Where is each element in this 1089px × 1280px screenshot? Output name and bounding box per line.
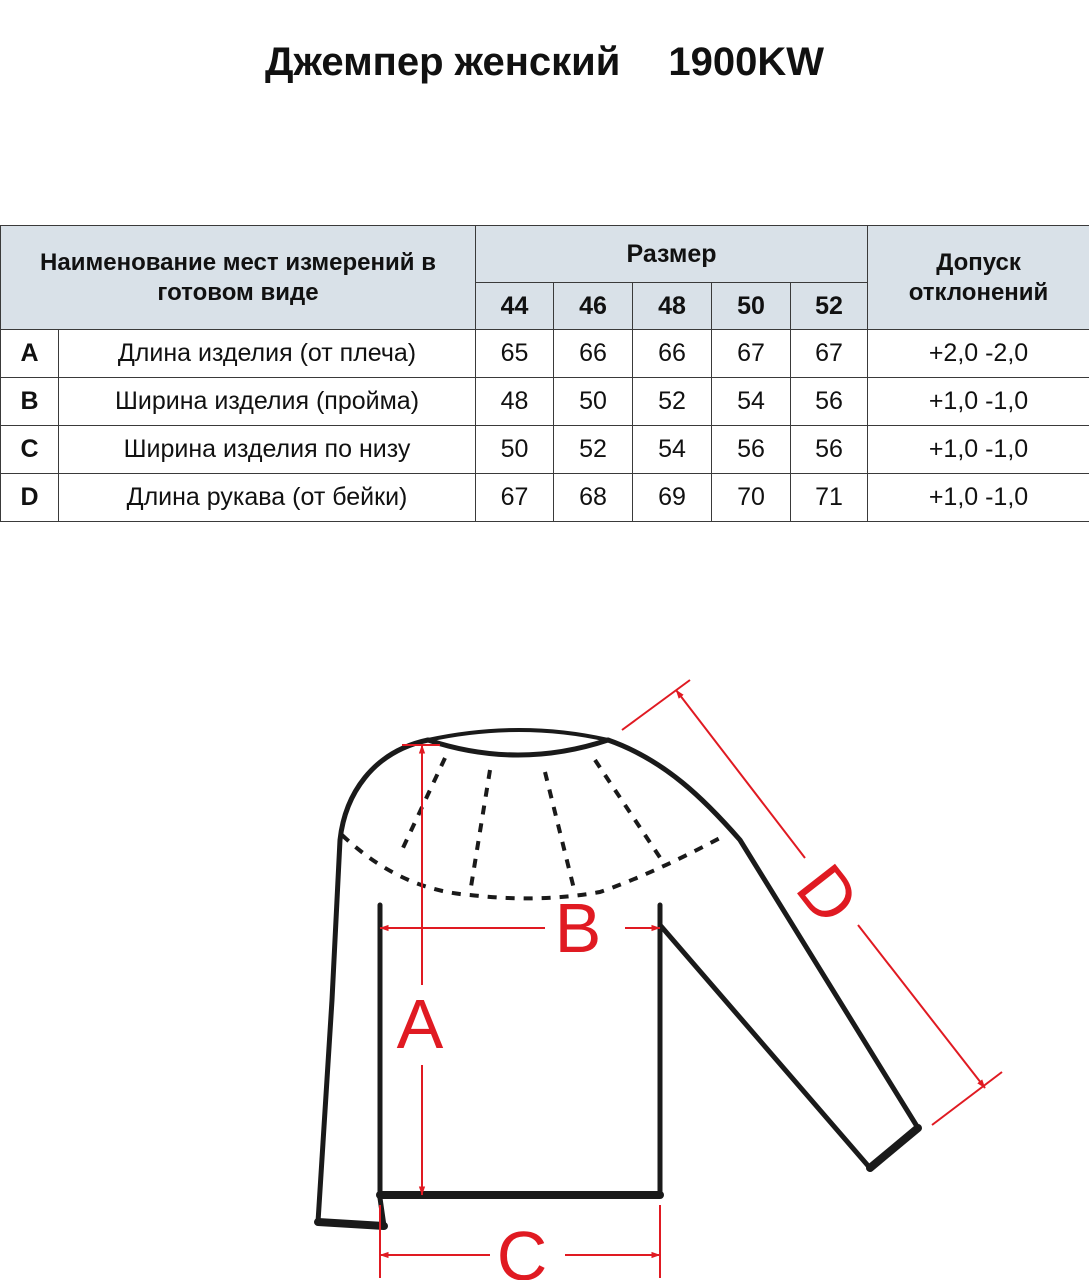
size-value: 54: [712, 378, 791, 426]
size-value: 52: [554, 426, 633, 474]
size-value: 65: [476, 330, 554, 378]
size-value: 56: [712, 426, 791, 474]
product-code: 1900KW: [668, 40, 824, 84]
size-value: 67: [476, 474, 554, 522]
measurement-name: Длина рукава (от бейки): [59, 474, 476, 522]
measurement-name: Длина изделия (от плеча): [59, 330, 476, 378]
size-value: 66: [554, 330, 633, 378]
sweater-outline: [318, 730, 918, 1226]
yoke-dashed-lines: [342, 758, 720, 898]
dimension-lines: [380, 680, 1002, 1278]
size-value: 69: [633, 474, 712, 522]
product-name: Джемпер женский: [265, 40, 621, 84]
row-letter: A: [1, 330, 59, 378]
size-value: 54: [633, 426, 712, 474]
size-value: 50: [476, 426, 554, 474]
row-letter: C: [1, 426, 59, 474]
tolerance-value: +2,0 -2,0: [868, 330, 1089, 378]
measurement-name-header: Наименование мест измерений в готовом виде: [1, 226, 476, 330]
tolerance-value: +1,0 -1,0: [868, 378, 1089, 426]
size-header: Размер: [476, 226, 868, 283]
row-letter: B: [1, 378, 59, 426]
dimension-label-b: B: [554, 889, 602, 967]
tolerance-value: +1,0 -1,0: [868, 474, 1089, 522]
size-value: 67: [791, 330, 868, 378]
size-column-header: 50: [712, 283, 791, 330]
tolerance-header: Допуск отклонений: [868, 226, 1089, 330]
measurement-name: Ширина изделия по низу: [59, 426, 476, 474]
size-value: 67: [712, 330, 791, 378]
size-value: 71: [791, 474, 868, 522]
size-value: 68: [554, 474, 633, 522]
size-column-header: 48: [633, 283, 712, 330]
size-value: 48: [476, 378, 554, 426]
row-letter: D: [1, 474, 59, 522]
size-column-header: 46: [554, 283, 633, 330]
size-value: 56: [791, 378, 868, 426]
measurement-name: Ширина изделия (пройма): [59, 378, 476, 426]
size-column-header: 52: [791, 283, 868, 330]
size-value: 66: [633, 330, 712, 378]
dimension-label-c: C: [496, 1217, 548, 1280]
tolerance-value: +1,0 -1,0: [868, 426, 1089, 474]
size-value: 56: [791, 426, 868, 474]
size-column-header: 44: [476, 283, 554, 330]
size-value: 70: [712, 474, 791, 522]
dimension-label-a: A: [396, 985, 444, 1063]
size-value: 52: [633, 378, 712, 426]
size-value: 50: [554, 378, 633, 426]
dimension-label-d: D: [781, 850, 875, 938]
